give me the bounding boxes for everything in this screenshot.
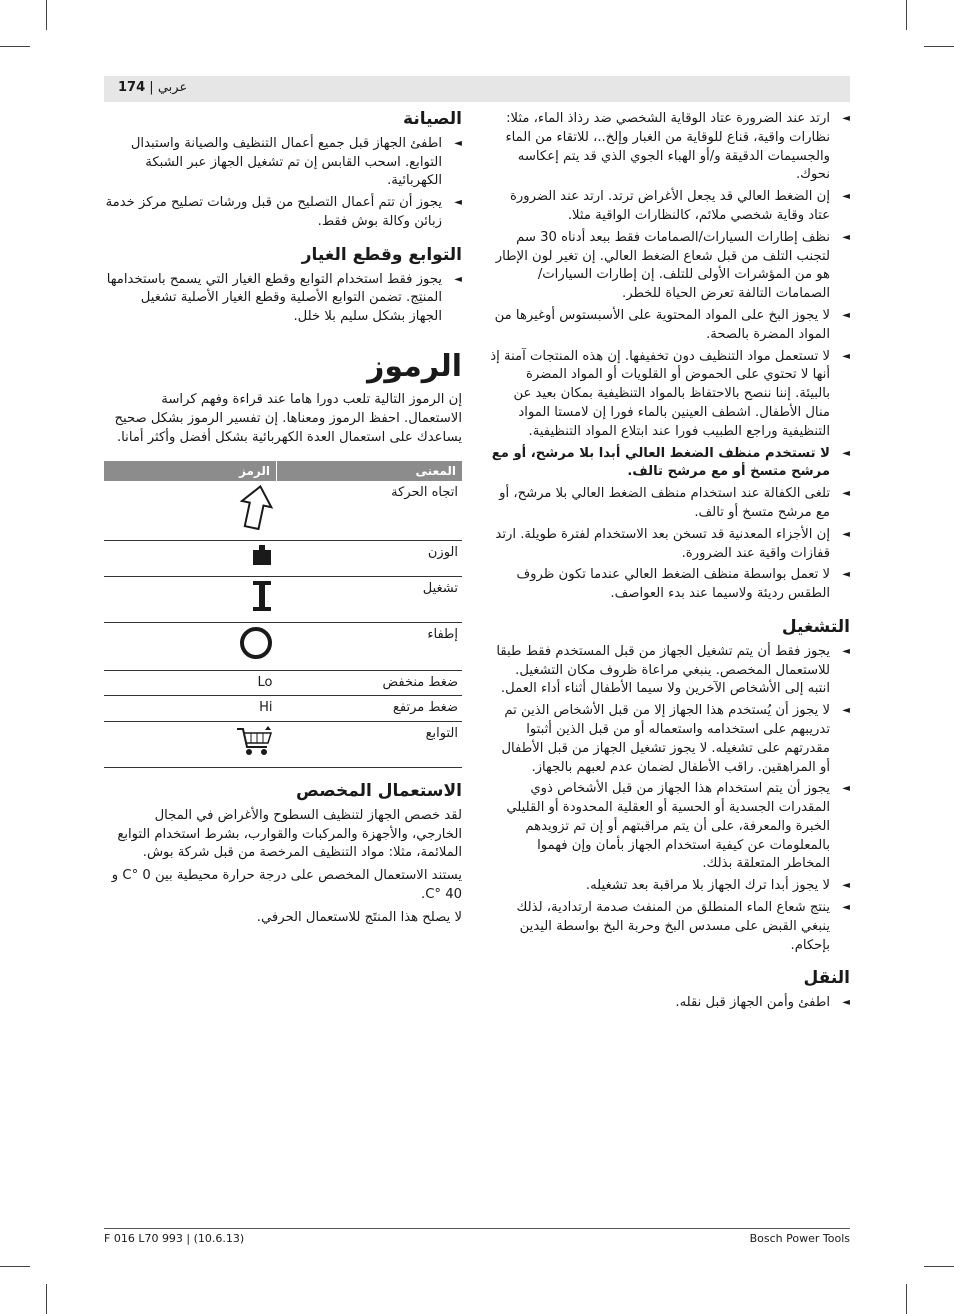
- crop-mark: [924, 1266, 954, 1267]
- table-row: [104, 481, 462, 540]
- list-item: ◄ لا تعمل بواسطة منظف الضغط العالي عندما تكون ظروف الطقس رديئة ولاسيما عند بدء العواصف.: [516, 567, 850, 602]
- symbol-cell: [104, 722, 277, 768]
- bullet-icon: ◄: [842, 645, 850, 657]
- bullet-icon: ◄: [842, 569, 850, 581]
- meaning-cell: تشغيل: [277, 576, 463, 622]
- bullet-icon: ◄: [842, 231, 850, 243]
- bullet-icon: ◄: [842, 880, 850, 892]
- list-item: ◄ يجوز أن يتم استخدام هذا الجهاز من قبل الأشخاص ذوي المقدرات الجسدية أو الحسية أو العقلية المحدودة أو القليلي الخبرة والمعرفة، على أن يتم مراقبتهم أو إن تم تزويدهم بالمعلومات عن كيفية استخدام الجهاز بأمان وإن فهموا المخاطر المتعلقة بذلك.: [506, 781, 850, 872]
- maintenance-heading: الصيانة: [403, 109, 462, 129]
- bullet-icon: ◄: [842, 528, 850, 540]
- bullet-icon: ◄: [842, 113, 850, 124]
- column-header-symbol: الرمز: [104, 461, 277, 481]
- table-header-row: [104, 461, 462, 481]
- crop-mark: [924, 46, 954, 47]
- intended-use-paragraph: يستند الاستعمال المخصص على درجة حرارة محيطية بين 0 °C و 40 °C.: [111, 868, 462, 902]
- list-item: ◄ نظف إطارات السيارات/الصمامات فقط ببعد أدناه 30 سم لتجنب التلف من قبل شعاع الضغط العالي. إن تغير لون الإطار هو من المؤشرات الأولى للتلف. إن إطارات السيارات/الصمامات التالفة تعرض الحياة للخطر.: [495, 229, 850, 302]
- symbols-heading: الرموز: [367, 348, 462, 384]
- crop-mark: [46, 0, 47, 30]
- list-item: ◄ يجوز فقط استخدام التوابع وقطع الغيار التي يسمح باستخدامها المنتِج. تضمن التوابع الأصلية وقطع الغيار الأصلية تشغيل الجهاز بشكل سليم بلا خلل.: [106, 271, 462, 325]
- list-item: ◄ ينتج شعاع الماء المنطلق من المنفث صدمة ارتدادية، لذلك ينبغي القبض على مسدس البخ وحربة البخ بواسطة اليدين بإحكام.: [516, 900, 850, 953]
- bullet-icon: ◄: [842, 488, 850, 500]
- header-separator: |: [149, 80, 154, 95]
- meaning-cell: إطفاء: [277, 622, 463, 670]
- bullet-icon: ◄: [842, 997, 850, 1009]
- transport-heading: النقل: [803, 968, 850, 989]
- left-column: [104, 110, 462, 932]
- list-item: ◄ لا يجوز أبدا ترك الجهاز بلا مراقبة بعد تشغيله.: [585, 878, 850, 894]
- symbols-table: [104, 461, 462, 768]
- bullet-icon: ◄: [842, 191, 850, 203]
- list-item: ◄ لا يجوز أن يُستخدم هذا الجهاز إلا من قبل الأشخاص الذين تم تدريبهم على استخدامه واستعماله أو من قبل الذين أثبتوا مقدرتهم على تشغيله. لا يجوز تشغيل الجهاز من قبل الأطفال أو المراهقين. راقب الأطفال لضمان عدم لعبهم بالجهاز.: [501, 703, 850, 775]
- list-item: ◄ إن الأجزاء المعدنية قد تسخن بعد الاستخدام لفترة طويلة. ارتد قفازات واقية عند الضرورة.: [495, 526, 850, 561]
- table-row: [104, 670, 462, 696]
- arrow-up-icon: [239, 519, 273, 534]
- crop-mark: [906, 0, 907, 30]
- footer-divider: [104, 1228, 850, 1229]
- operation-list: [490, 643, 850, 956]
- crop-mark: [906, 1284, 907, 1314]
- symbol-cell: [104, 622, 277, 670]
- symbol-text-lo: Lo: [104, 670, 277, 696]
- table-row: [104, 576, 462, 622]
- on-icon: [251, 601, 273, 616]
- list-item: ◄ اطفئ الجهاز قبل جميع أعمال التنظيف والصيانة واستبدال التوابع. اسحب القابس إن تم تشغيل الجهاز عبر الشبكة الكهربائية.: [130, 135, 462, 189]
- transport-list: [490, 994, 850, 1013]
- intended-use-paragraph: لا يصلح هذا المنتَج للاستعمال الحرفي.: [256, 909, 462, 925]
- bullet-icon: ◄: [454, 197, 462, 209]
- crop-mark: [0, 46, 30, 47]
- meaning-cell: ضغط مرتفع: [277, 696, 463, 722]
- safety-list: [490, 110, 850, 604]
- meaning-cell: التوابع: [277, 722, 463, 768]
- accessories-heading: التوابع وقطع الغيار: [301, 244, 462, 265]
- bullet-icon: ◄: [842, 350, 850, 362]
- footer-brand: Bosch Power Tools: [749, 1232, 850, 1245]
- list-item: ◄ يجوز أن تتم أعمال التصليح من قبل ورشات تصليح مركز خدمة زبائن وكالة بوش فقط.: [105, 195, 462, 229]
- meaning-cell: ضغط منخفض: [277, 670, 463, 696]
- right-column: [490, 110, 850, 1016]
- maintenance-list: [104, 135, 462, 232]
- bullet-icon: ◄: [842, 447, 850, 459]
- operation-heading: التشغيل: [781, 616, 850, 637]
- symbol-cell: [104, 576, 277, 622]
- page-number: 174: [118, 80, 146, 95]
- intended-use-heading: الاستعمال المخصص: [296, 780, 462, 801]
- weight-icon: [251, 555, 273, 570]
- list-item: ◄ تلغى الكفالة عند استخدام منظف الضغط العالي بلا مرشح، أو مع مرشح متسخ أو تالف.: [499, 486, 850, 520]
- crop-mark: [46, 1284, 47, 1314]
- table-row: [104, 696, 462, 722]
- bullet-icon: ◄: [454, 273, 462, 285]
- list-item: ◄ ارتد عند الضرورة عتاد الوقاية الشخصي ضد رذاذ الماء، مثلا: نظارات واقية، قناع للوقاية من الغبار وإلخ..، للاتقاء من الماء والجسيمات الدقيقة و/أو الهباء الجوي الذي قد يتم إعكاسه نحوك.: [505, 111, 850, 183]
- bullet-icon: ◄: [454, 137, 462, 149]
- bullet-icon: ◄: [842, 783, 850, 795]
- meaning-cell: الوزن: [277, 541, 463, 577]
- table-row: [104, 722, 462, 768]
- meaning-cell: اتجاه الحركة: [277, 481, 463, 540]
- column-header-meaning: المعنى: [277, 461, 463, 481]
- intended-use-paragraph: لقد خصص الجهاز لتنظيف السطوح والأغراض في المجال الخارجي، والأجهزة والمركبات والقوارب، بشرط استخدام التوابع الملائمة، مثلا: مواد التنظيف المرخصة من قبل شركة بوش.: [117, 807, 462, 861]
- page-header: [118, 80, 187, 95]
- list-item-warning: ◄ لا تستخدم منظف الضغط العالي أبدا بلا مرشح، أو مع مرشح متسخ أو مع مرشح تالف.: [491, 445, 850, 480]
- symbol-text-hi: Hi: [104, 696, 277, 722]
- off-icon: [239, 649, 273, 664]
- list-item: ◄ اطفئ وأمن الجهاز قبل نقله.: [675, 995, 850, 1011]
- crop-mark: [0, 1266, 30, 1267]
- bullet-icon: ◄: [842, 705, 850, 717]
- bullet-icon: ◄: [842, 902, 850, 914]
- bullet-icon: ◄: [842, 309, 850, 321]
- shopping-cart-icon: [235, 746, 273, 761]
- table-row: [104, 541, 462, 577]
- header-language: عربي: [157, 80, 188, 95]
- symbol-cell: [104, 541, 277, 577]
- symbol-cell: [104, 481, 277, 540]
- page-header-bar: [104, 76, 850, 102]
- symbols-intro: إن الرموز التالية تلعب دورا هاما عند قراءة وفهم كراسة الاستعمال. احفظ الرموز ومعناها. إن تفسير الرموز بشكل صحيح يساعدك على استعمال العدة الكهربائية بشكل أفضل وأكثر أمانا.: [114, 391, 462, 445]
- list-item: ◄ إن الضغط العالي قد يجعل الأغراض ترتد. ارتد عند الضرورة عتاد وقاية شخصي ملائم، كالنظارات الواقية مثلا.: [509, 189, 850, 223]
- footer-document-code: F 016 L70 993 | (10.6.13): [104, 1232, 245, 1245]
- list-item: ◄ لا تستعمل مواد التنظيف دون تخفيفها. إن هذه المنتجات آمنة إذ أنها لا تحتوي على الحموض أو القلويات أو المواد المضرة بالبيئة. إننا ننصح بالاحتفاظ بالمواد التنظيفية بمكان بعيد عن منال الأطفال. اشطف العينين بالماء فورا إن لامستا المواد التنظيفية وراجع الطبيب فورا عند ابتلاع المواد التنظيفية.: [490, 348, 850, 439]
- list-item: ◄ لا يجوز البخ على المواد المحتوية على الأسبستوس أوغيرها من المواد المضرة بالصحة.: [494, 307, 850, 342]
- table-row: [104, 622, 462, 670]
- accessories-list: [104, 271, 462, 327]
- list-item: ◄ يجوز فقط أن يتم تشغيل الجهاز من قبل المستخدم فقط طبقا للاستعمال المخصص. ينبغي مراعاة ظروف مكان التشغيل. انتبه إلى الأشخاص الآخرين ولا سيما الأطفال أثناء أداء العمل.: [496, 643, 850, 697]
